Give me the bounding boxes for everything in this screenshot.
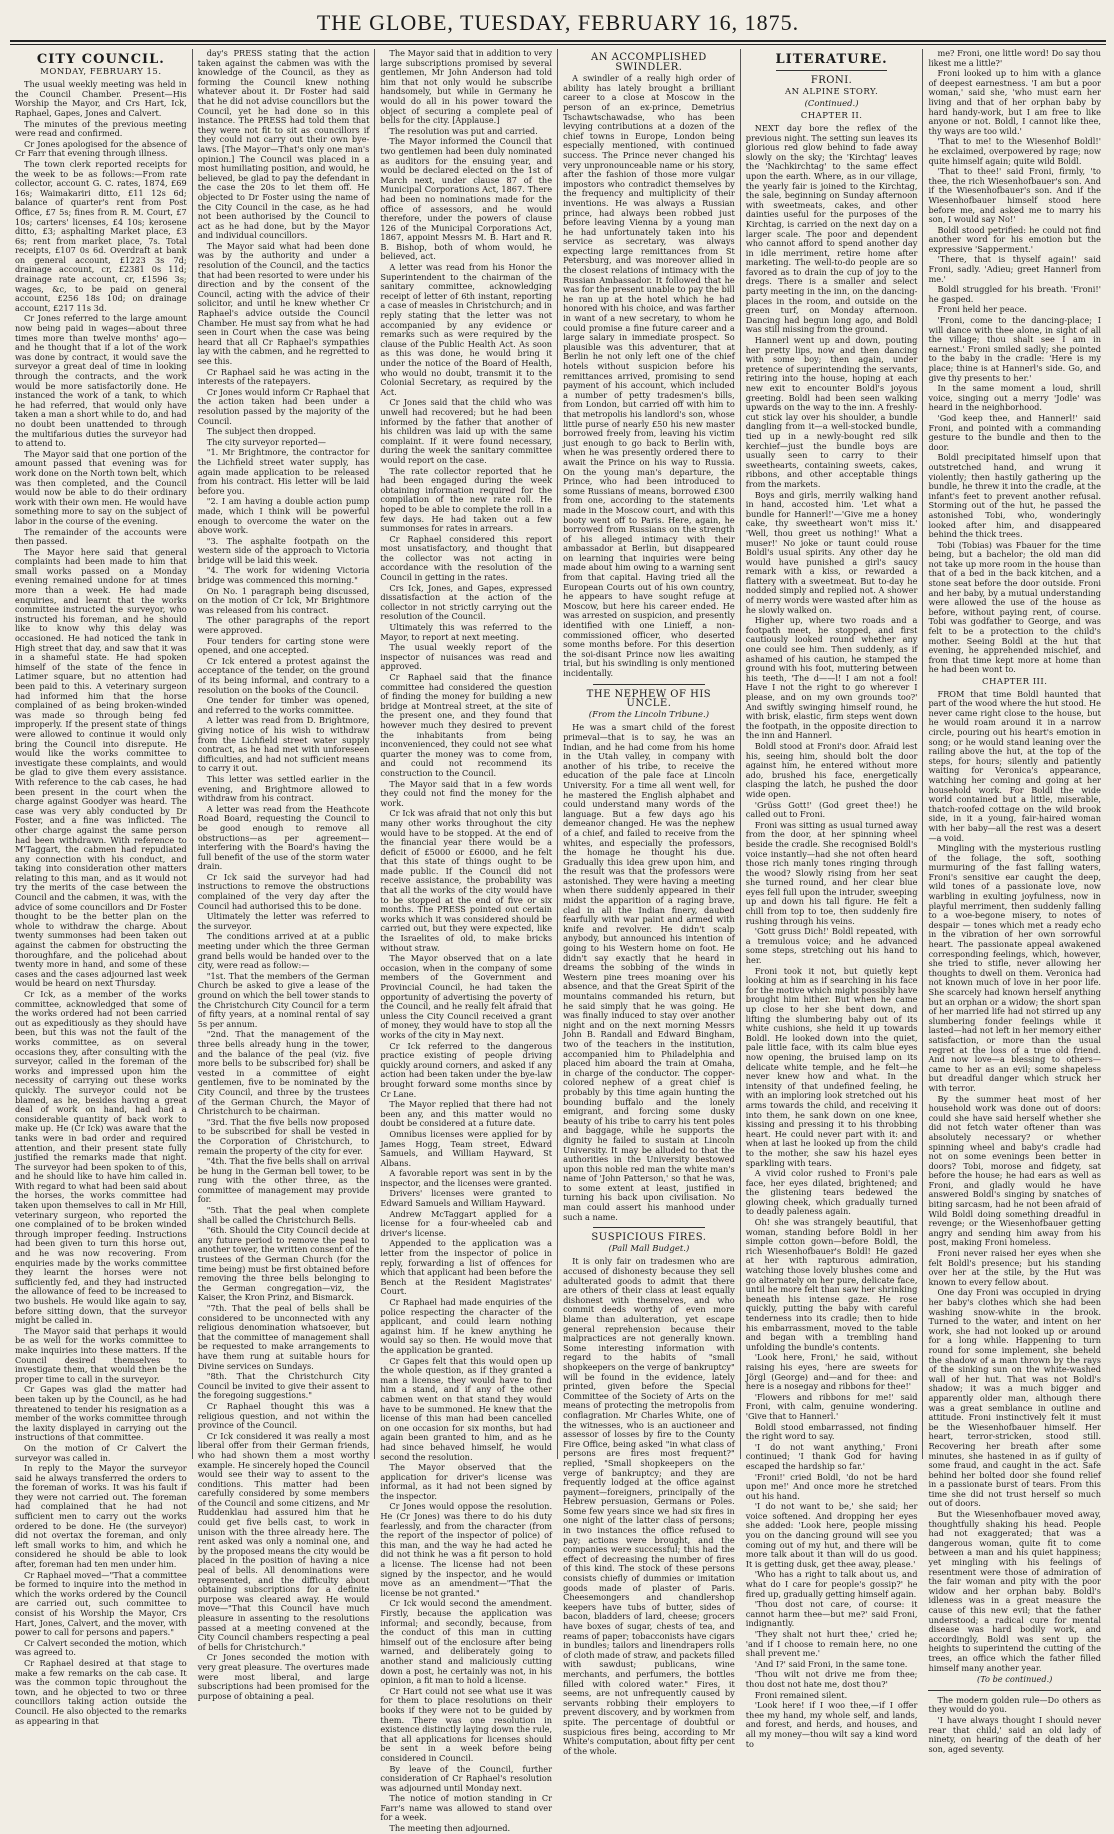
paragraph: 'And I?' said Froni, in the same tone.: [754, 1658, 908, 1669]
paragraph: One day Froni was occupied in drying her baby's clothes which she had been washing snow-white in the brook. Turned to the water, and intent on her work, she had not looked up or around for a long while. Happening to turn round for some implement, she beheld the shadow of a man thrown by the rays of the sinking sun on the white-washed wall of her hut. That was not Boldl's shadow; it was a much bigger and apparently older man, although there was a great semblance in outline and attitude. Froni instinctively felt it must be the Wiesenhofbauer himself. Her heart, terror-stricken, stood still. Recovering her breath after some minutes, she hastened in as if guilty of some fraud, and caught in the act. Safe behind her bolted door she found relief in a passionate burst of tears. From this time she did not trust herself so much out of doors.: [928, 1287, 1101, 1509]
paragraph: Crs Ick, Jones, and Gapes, expressed dissatisfaction at the action of the collector in not strictly carrying out the resolution of the Council.: [380, 582, 553, 622]
paragraph: The notice of motion standing in Cr Farr's name was allowed to stand over for a week.: [380, 1793, 553, 1823]
paragraph: 'I do not want to be,' she said; her voice softened. And dropping her eyes she added: 'Look here, people missing you on the dancing ground will see you coming out of my hut, and there will be more talk about it than will do us good. It is getting dusk, get thee away, please.': [745, 1501, 918, 1569]
column-3: [375, 48, 558, 1834]
paragraph: The subject then dropped.: [206, 426, 316, 437]
paragraph: Cr Raphael had made enquiries of the police respecting the character of the applicant, and could learn nothing against him. If he knew anything he would say so then. He would move that the application be granted.: [380, 1297, 553, 1355]
paragraph: The Mayor here said that general complaints had been made to him that small works passed on a Monday evening remained undone for at times more than a week. He had made enquiries, and learnt that the works committee instructed the surveyor, who instructed his foreman, and he should like to know why this delay was occasioned. He had noticed the tank in High street that day, and saw that it was in a shameful state. He had spoken himself of the state of the fence in Latimer square, but no attention had been paid to this. A veterinary surgeon had informed him that the horse complained of as being broken-winded was made so through being fed improperly. If the present state of things were allowed to continue it would only bring the Council into disrepute. He would like the works committee to investigate these complaints, and would be glad to give them every assistance. With reference to the cab cases, he had been present in the court when the charge against Goodyer was heard. The case was very ably conducted by Dr Foster, and a fine was inflicted. The other charge against the same person had been withdrawn. With reference to M'Taggart, the cabmen had repudiated any connection with his conduct, and taking into consideration other matters relating to this man, and as it would not try the merits of the case between the Council and the cabmen, it was, with the advice of some councillors and Dr Foster thought to be the better plan on the whole to withdraw the charge. About twenty summonses had been taken out against the cabmen for obstructing the thoroughfare, and the policehad about twenty more in hand, and some of these cases and the cases adjourned last week would be heard on next Thursday.: [15, 546, 187, 989]
paragraph: 'Froni!' cried Boldl, 'do not be hard upon me!' And once more he stretched out his hand.: [745, 1471, 918, 1501]
paragraph: Froni took it not, but quietly kept looking at him as if searching in his face for the motive which might possibly have brought him hither. But when he came up close to her she bent down, and lifting the slumbering baby out of its white cushions, she held it up towards Boldl. He looked down into the quiet, pale little face, with its calm blue eyes now opening, the bruised lamp on its delicate white temple, and he felt—he never knew how and what. In the intensity of that undefined feeling, he with an imploring look stretched out his arms towards the child, and receiving it into them, he sank down on one knee, kissing and pressing it to his throbbing heart. He could never part with it: and when at last he looked up from the child to the mother, she saw his hazel eyes sparkling with tears.: [745, 965, 918, 1168]
column-5: [741, 49, 924, 1749]
paragraph: Boldl stood petrified: he could not find another word for his emotion but the expressive 'Sapperment.': [928, 224, 1101, 254]
nephew-heading: THE NEPHEW OF HIS UNCLE.: [586, 688, 712, 710]
paragraph: Cr Raphael considered this report most unsatisfactory, and thought that the collector was not acting in accordance with the resolution of the Council in getting in the rates.: [380, 533, 553, 583]
paragraph: "8th. That the Christchurch City Council be invited to give their assent to the foregoing suggestions.": [197, 1371, 370, 1401]
paragraph: The town clerk reported receipts for the week to be as follows:—From rate collector, account G. C. rates, 1874, £69 16s; Waimakariri ditto, £11 12s 6d; balance of quarter's rent from Post Office, £7 5s; fines from R. M. Court, £7 10s; carters' licenses, £4 10s; kerosene ditto, £3; asphalting Market place, £3 6s; rent from market place, 7s. Total receipts, £107 0s 6d. Overdraft at bank on general account, £1223 3s 7d; drainage account, cr, £2381 0s 11d; drainage rate account, cr, £1596 3s; wages, &c, to be paid on general account, £256 18s 10d; on drainage account, £217 11s 3d.: [15, 158, 187, 313]
paragraph: Cr Jones would inform Cr Raphael that the action taken had been under a resolution passed by the majority of the Council.: [197, 386, 370, 426]
story-body: [746, 124, 918, 1749]
paragraph: A swindler of a really high order of ability has lately brought a brilliant career to a close at Moscow in the person of an ex-prince, Demetrius Tschawtschawadse, who has been levying contributions at a dozen of the chief towns in Europe, London being especially mentioned, with continued success. The Prince never changed his very unpronounceable name or his story, after the fashion of those more vulgar impostors who contradict themselves by the frequency and multiplicity of their inventions. He was always a Russian prince, had always been robbed just before leaving Vienna by a young man he had unfortunately taken into his service as secretary, was always expecting large remittances from St Petersburg, and was moreover allied in the closest relations of intimacy with the Russian Ambassador. It followed that he was for the present unable to pay the bill he ran up at the hotel which he had honored with his choice, and was farther in want of a new secretary, to whom he could promise a fine future career and a large salary in immediate prospect. So plausible was this adventurer, that at Berlin he not only left one of the chief hotels without suspicion before his remittances arrived, promising to send payment of his account, which included a number of petty tradesmen's bills, from London, but carried off with him to that metropolis his landlord's son, whose little purse of nearly £50 his new master borrowed freely from, leaving his victim just enough to go back to Berlin with, when he was presently ordered there to await the Prince on his way to Russia. On the young man's departure, the Prince, who had been introduced to some Russians of means, borrowed £300 from one, according to the statements made in the Moscow court, and with this booty went off to Paris. Here, again, he borrowed from Russians on the strength of his alleged intimacy with their ambassador at Berlin, but disappeared on learning that inquiries were being made about him owing to a warning sent from that capital. Having tried all the European Courts out of his own country, he appears to have sought refuge at Moscow, but here his career ended. He was arrested on suspicion, and presently identified with one Linieff, a non-commissioned officer, who deserted some months before. For this desertion the soi-disant Prince now lies awaiting trial, but his swindling is only mentioned incidentally.: [563, 73, 735, 678]
paragraph: Cr Ick would second the amendment. Firstly, because the application was informal; and secondly, because, from the conduct of this man in cutting himself out of the enclosure after being warned, and deliberately going to another stand and maliciously cutting down a post, he certainly was not, in his opinion, a fit man to hold a license.: [380, 1598, 553, 1686]
divider: [928, 1690, 1101, 1691]
paragraph: "1. Mr Brightmore, the contractor for the Lichfield street water supply, has again made application to be released from his contract. His letter will be laid before you.: [197, 447, 370, 496]
story-body-cont: [928, 49, 1101, 675]
paragraph: Boldl struggled for his breath. 'Froni!' he gasped.: [928, 284, 1101, 304]
paragraph: Boldl precipitated himself upon that outstretched hand, and wrung it violently; then hastily gathering up the bundle, he threw it into the cradle, at the infant's feet to prevent another refusal. Storming out of the hut, he passed the astonished Tobi, who, wonderingly looked after him, and disappeared behind the thick trees.: [928, 452, 1101, 540]
city-council-body: [15, 80, 187, 1726]
paragraph: The resolution was put and carried.: [389, 125, 538, 136]
paragraph: Hannerl went up and down, pouting her pretty lips, now and then dancing with some boy; then again, under pretence of superintending the servants, retiring into the house, hoping at each new exit to encounter Boldl's joyous greeting. Boldl had been seen walking upwards on the way to the inn. A freshly-cut stick lay over his shoulder, a bundle dangling from it—a well-stocked bundle, tied up in a newly-bought red silk kerchief—just the bundle boys are usually seen to carry to their sweethearts, containing sweets, cakes, ribbons, and other acceptable things from the markets.: [745, 335, 918, 489]
paragraph: The conditions arrived at at a public meeting under which the three German grand bells would be handed over to the city, were read as follow:—: [197, 931, 370, 971]
city-council-dateline: MONDAY, FEBRUARY 15.: [40, 66, 162, 77]
paragraph: Four tenders for carting stone were opened, and one accepted.: [197, 635, 370, 656]
paragraph: The Mayor observed that the application for driver's license was informal, as it had not been signed by the inspector.: [380, 1462, 553, 1501]
paragraph: Boldl stood embarrassed, not finding the right word to say.: [745, 1421, 918, 1442]
story-continued: (Continued.): [804, 98, 859, 109]
paragraph: The remainder of the accounts were then passed.: [15, 526, 187, 547]
paragraph: Ultimately the letter was referred to the surveyor.: [197, 911, 370, 931]
paragraph: "2nd. That the management of the three bells already hung in the tower, and the balance of the peal (viz. five more bells to be subscribed for) shall be vested in a committee of eight gentlemen, five to be nominated by the City Council, and three by the trustees of the German Church, the Mayor of Christchurch to be chairman.: [197, 1029, 370, 1117]
masthead-rule: [10, 42, 1106, 45]
paragraph: The Mayor observed that on a late occasion, when in the company of some members of the Government and Provincial Council, he had taken the opportunity of advertising the poverty of the Council, and he really felt afraid that unless the City Council received a grant of money, they would have to stop all the works of the city in May next.: [380, 953, 553, 1040]
nephew-source: (From the Lincoln Tribune.): [588, 709, 710, 720]
paragraph: Cr Ick was afraid that not only this but many other works throughout the city would have to be stopped. At the end of the financial year there would be a deficit of £5000 or £6000, and he felt that this state of things ought to be made public. If the Council did not receive assistance, the probability was that all the works of the city would have to be stopped at the end of five or six months. The PRESS pointed out certain works which it was considered should be carried out, but they were expected, like the Israelites of old, to make bricks without straw.: [380, 808, 553, 953]
paragraph: Cr Raphael moved—"That a committee be formed to inquire into the method in which the works ordered by the Council are carried out, such committee to consist of his Worship the Mayor, Crs Hart, Jones, Calvert, and the mover, with power to call for persons and papers.": [15, 1569, 187, 1638]
paragraph: Froni held her peace.: [937, 304, 1027, 315]
paragraph: One tender for timber was opened, and referred to the works committee.: [197, 695, 370, 715]
paragraph: "5th. That the peal when complete shall be called the Christchurch Bells.: [197, 1205, 370, 1225]
paragraph: In the same moment a loud, shrill voice, singing out a merry 'Jodle' was heard in the neighborhood.: [928, 383, 1101, 413]
paragraph: The Mayor said what had been done was by the authority and under a resolution of the Council, and the tactics that had been resorted to were under his direction and by the consent of the Council, acting with the advice of their solicitor, and until he knew whether Cr Raphael's advice outside the Council Chamber. He must say from what he had seen in Court when the case was being heard that all Cr Raphael's sympathies lay with the cabmen, and he regretted to see this.: [197, 240, 370, 366]
story-title: FRONI.: [810, 74, 853, 86]
paragraph: The usual weekly meeting was held in the Council Chamber. Present—His Worship the Mayor, and Crs Hart, Ick, Raphael, Gapes, Jones and Calvert.: [15, 79, 187, 118]
paragraph: Cr Raphael said that the finance committee had considered the question of finding the money for building a new bridge at Montreal street, at the site of the present one, and they found that however much they desired to prevent the inhabitants from being inconvenienced, they could not see what quarter the money was to come from, and could not recommend its construction to the Council.: [380, 672, 553, 778]
paragraph: FROM that time Boldl haunted that part of the wood where the hut stood. He never came right close to the house, but he would roam around it in a narrow circle, pouring out his heart's emotion in song; or he would stand leaning over the railing above the hut, at the top of the steps, for hours; silently and patiently waiting for Veronica's appearance, watching her coming and going at her household work. For Boldl the wide world contained but a little, miserable, thatch-roofed cottage on the wild brook side, in it a young, fair-haired woman with her baby—all the rest was a desert—a void.: [928, 688, 1101, 843]
paragraph: But the Wiesenhofbauer moved away, thoughtfully shaking his head. People had not exaggerated; that was a dangerous woman, quite fit to come between a man and his quiet happiness; yet mingling with his feelings of resentment were those of admiration of the fair woman and pity with the poor widow and her orphan baby. Boldl's idleness was in a great measure the cause of this new evil; that the father understood; a radical cure for mental disease was hard bodily work, and accordingly, Boldl was sent up the heights to superintend the cutting of the trees, an office which the father filled himself many another year.: [928, 1509, 1101, 1673]
chapter-3-heading: CHAPTER III.: [981, 677, 1048, 687]
paragraph: 'Thou wilt not drive me from thee; thou dost not hate me, dost thou?': [745, 1669, 918, 1689]
paragraph: By the summer heat most of her household work was done out of doors: could she have said herself whether she did not fetch water oftener than was absolutely necessary? or whether spinning wheel and baby's cradle had not on some evenings been better in doors? Tobi, morose and fidgety, sat before the house; he had ears as well as Froni, and gladly would he have answered Boldl's singing by snatches of biting sarcasm, had he not been afraid of Wild Boldl doing something dreadful in revenge; or the Wiesenhofbauer getting angry and sending him away from his post, making Froni homeless.: [928, 1093, 1101, 1248]
paragraph: 'I have always thought I should never rear that child,' said an old lady of ninety, on hearing of the death of her son, aged seventy.: [928, 1714, 1101, 1754]
paragraph: 'Look here! if I woo thee,—if I offer thee my hand, my whole self, and lands, and forest, and herds, and houses, and all my money—thou wilt say a kind word to: [745, 1700, 918, 1749]
paragraph: The other paragraphs of the report were approved.: [197, 615, 370, 636]
paragraph: "6th. Should the City Council decide at any future period to remove the peal to another tower, the written consent of the trustees of the German Church (for the time being) must be first obtained before removing the three bells belonging to the German congregation—viz, the Kaiser, the Kron Prinz, and Bismarck.: [197, 1225, 370, 1303]
paragraph: "3rd. That the five bells now proposed to be subscribed for shall be vested in the Corporation of Christchurch, to remain the property of the city for ever.: [197, 1116, 370, 1156]
paragraph: Cr Ick referred to the dangerous practice existing of people driving quickly around corners, and asked if any action had been taken under the bye-law brought forward some months since by Cr Lane.: [380, 1040, 553, 1099]
paragraph: Omnibus licenses were applied for by James Hogg, Team street, Edward Samuels, and William Hayward, St Albans.: [380, 1128, 553, 1168]
columns: [10, 48, 1106, 1834]
paragraph: Cr Jones said that the child who was unwell had recovered; but he had been informed by the father that another of his children was laid up with the same complaint. If it were found necessary, during the week the sanitary committee would report on the case.: [380, 397, 553, 465]
masthead-title: THE GLOBE, TUESDAY, FEBRUARY 16, 1875.: [316, 10, 800, 35]
paragraph: NEXT day bore the reflex of the previous night. The setting sun leaves its glorious red glow behind to fade away slowly on the sky; the 'Kirchtag' leaves the 'Nachkirchtag' to the same effect upon the earth. Where, as in our village, the yearly fair is joined to the Kirchtag, the sale, beginning on Sunday afternoon with sweetmeats, cakes, and other dainties useful for the purposes of the Kirchtag, is carried on the next day on a larger scale. The poor and dependent who cannot afford to spend another day in idle merriment, retire home after marketing. The well-to-do people are so favored as to drain the cup of joy to the dregs. There is a smaller and select party meeting in the inn, on the dancing-places in the room, and outside on the green turf, on Monday afternoon. Dancing had begun long ago, and Boldl was still missing from the ground.: [745, 122, 918, 335]
paragraph: In reply to the Mayor the surveyor said he always transferred the orders to the foreman of works. It was his fault if they were not carried out. The foreman had complained that he had not sufficient men to carry out the works ordered to be done. He (the surveyor) did not overtax the foreman, and only left small works to him, and which he considered he should be able to look after, foreman had ten men under him.: [15, 1463, 187, 1570]
paragraph: Andrew McTaggart applied for a license for a four-wheeled cab and driver's license.: [380, 1208, 553, 1238]
paragraph: On No. 1 paragraph being discussed, on the motion of Cr Ick, Mr Brightmore was released from his contract.: [197, 585, 370, 615]
city-council-body-cont-2: [380, 49, 552, 1834]
divider: [593, 684, 705, 685]
paragraph: Cr Raphael said he was acting in the interests of the ratepayers.: [197, 366, 370, 387]
paragraph: Cr Ick considered it was really a most liberal offer from their German friends, who had shown them a most worthy example. He sincerely hoped the Council would see their way to assent to the conditions. This matter had been carefully considered by some members of the Council and some citizens, and Mr Ruddenklau had assured him that he could get five bells cast, to work in unison with the three already here. The rent asked was only a nominal one, and by the proposed means the city would be placed in the position of having a nice peal of bells. All denominations were represented, and the difficulty about obtaining subscriptions for a definite purpose was cleared away. He would move—"That this Council have much pleasure in assenting to the resolutions passed at a meeting convened at the City Council chambers respecting a peal of bells for Christchurch.": [197, 1430, 370, 1652]
paragraph: The Mayor said that one portion of the amount passed that evening was for work done on the North town belt, which was then completed, and the Council would now be able to do their ordinary work with their own men. He would have something more to say on the subject of labor in the course of the evening.: [15, 448, 187, 526]
paragraph: 'Gott gruss Dich!' Boldl repeated, with a tremulous voice; and he advanced some steps, stretching out his hand to her.: [745, 926, 918, 966]
city-council-body-cont: [198, 49, 370, 1701]
paragraph: A letter was read from the Heathcote Road Board, requesting the Council to be good enough to remove all obstructions—as per agreement—interfering with the Board's having the full benefit of the use of the storm water drain.: [197, 803, 370, 872]
paragraph: The meeting then adjourned.: [389, 1823, 511, 1834]
paragraph: 'They shalt not hurt thee,' cried he; 'and if I choose to remain here, no one shall prevent me.': [745, 1629, 918, 1659]
paragraph: Ultimately this was referred to the Mayor, to report at next meeting.: [380, 622, 553, 642]
paragraph: A vivid color rushed to Froni's pale face, her eyes dilated, brightened; and the glistening tears bedewed the glowing cheek, which gradually turned to deadly paleness again.: [745, 1168, 918, 1217]
paragraph: The Mayor replied that there had not been any, and this matter would no doubt be considered at a future date.: [380, 1099, 553, 1129]
paragraph: On the motion of Cr Calvert the surveyor was called in.: [15, 1442, 187, 1463]
paragraph: Cr Jones apologised for the absence of Cr Farr that evening through illness.: [15, 138, 187, 159]
paragraph: 'Grüss Gott!' (God greet thee!) he called out to Froni.: [745, 799, 918, 820]
paragraph: Cr Ick said the surveyor had had instructions to remove the obstructions complained of the very day after the Council had authorised this to be done.: [197, 871, 370, 911]
paragraph: 'I do not want anything,' Froni continued; 'I thank God for having escaped the hardship so far.': [745, 1441, 918, 1471]
paragraph: The Mayor informed the Council that two gentlemen had been duly nominated as auditors for the ensuing year, and would be declared elected on the 1st of March next, under clause 87 of the Municipal Corporations Act, 1867. There had been no nominations made for the office of assessors, and he would therefore, under the powers of clause 126 of the Municipal Corporations Act, 1867, appoint Messrs M. B. Hart and R. B. Bishop, both of whom would, he believed, act.: [380, 136, 553, 262]
paragraph: Cr Calvert seconded the motion, which was agreed to.: [15, 1637, 187, 1658]
column-2: [193, 48, 376, 1701]
paragraph: The Mayor said that in addition to very large subscriptions promised by several gentlemen, Mr John Anderson had told him that not only would he subscribe handsomely, but while in Germany he would do all in his power toward the object of securing a complete peal of bells for the city. [Applause.]: [380, 48, 553, 126]
paragraph: 'That to me! to the Wiesenhof Boldl!' he exclaimed, overpowered by rage; now quite himself again; quite wild Boldl.: [928, 136, 1101, 166]
paragraph: 'Look here, Froni,' he said, without raising his eyes, 'here are sweets for Jörgl (George) and—and for thee: and here is a nosegay and ribbons for thee!': [745, 1352, 918, 1392]
swindler-body: [563, 74, 735, 678]
paragraph: 'Froni, come to the dancing-place; I will dance with thee alone, in sight of all the village; thou shalt see I am in earnest.' Froni smiled sadly; she pointed to the baby in the cradle: 'Here is my place; thine is at Hannerl's side. Go, and give thy presents to her.': [928, 315, 1101, 383]
paragraph: "3. The asphalte footpath on the western side of the approach to Victoria bridge will be laid this week.: [197, 535, 370, 565]
paragraph: The Mayor said that in a few words they could not find the money for the work.: [380, 778, 553, 808]
city-council-heading: CITY COUNCIL.: [36, 52, 165, 67]
literature-heading: LITERATURE.: [775, 52, 888, 67]
paragraph: day's PRESS stating that the action taken against the cabmen was with the knowledge of the Council, as they as forming the Council knew nothing whatever about it. Dr Foster had said that he did not advise councillors but the Council, yet he had done so in this instance. The PRESS had told them that they were not fit to sit as councillors if they could not carry out their own bye-laws. [The Mayor—That's only one man's opinion.] The Council was placed in a most humiliating position, and would, he believed, be glad to pay the defendant in the case the 20s to let them off. He objected to Dr Foster using the name of the City Council in the case, as he had not been authorised by the Council to act as he had done, but by the Mayor and individual councillors.: [197, 48, 370, 241]
paragraph: Cr Raphael thought this was a religious question, and not within the province of the Council.: [197, 1400, 370, 1431]
paragraph: Appended to the application was a letter from the inspector of police in reply, forwarding a list of offences for which that applicant had been before the Bench at the Resident Magistrates' Court.: [380, 1238, 553, 1297]
nephew-body: [563, 723, 735, 1222]
paragraph: The city surveyor reported—: [206, 436, 326, 447]
swindler-heading: AN ACCOMPLISHED SWINDLER.: [590, 52, 707, 73]
paragraph: By leave of the Council, further consideration of Cr Raphael's resolution was adjourned until Monday next.: [380, 1763, 553, 1793]
paragraph: Boldl stood at Froni's door. Afraid lest his, seeing him, should bolt the door against him, he entered without more ado, brushed his face, energetically clasping the latch, he pushed the door wide open.: [745, 740, 918, 799]
paragraph: 'Thou dost not care, of course: it cannot harm thee—but me?' said Froni, indignantly.: [745, 1599, 918, 1629]
paragraph: Froni never raised her eyes when she felt Boldl's presence; but his standing over her at the stile, by the Hut was known to every fellow about.: [928, 1248, 1101, 1287]
paragraph: The modern golden rule—Do others as they would do you.: [928, 1694, 1101, 1715]
paragraph: 'God keep thee, and Hannerl!' said Froni, and pointed with a commanding gesture to the bundle and then to the door.: [928, 412, 1101, 452]
paragraph: A letter was read from his Honor the Superintendent to the chairman of the sanitary committee, acknowledging receipt of letter of 6th instant, reporting a case of measles in Christchurch; and in reply stating that the letter was not accompanied by any evidence or remarks such as were required by the clause of the Public Health Act. As soon as this was done, he would bring it under the notice of the Board of Health, who would no doubt, transmit it to the Colonial Secretary, as required by the Act.: [380, 262, 553, 397]
column-1: [10, 49, 193, 1726]
paragraph: 'Flowers and ribbons for me!' said Froni, with calm, genuine wondering. 'Give that to Hannerl.': [745, 1391, 918, 1421]
paragraph: 'Who has a right to talk about us, and what do I care for people's gossip?' he fired up, gradually getting himself again.: [745, 1569, 918, 1599]
story-body-cont-2: [928, 690, 1101, 1674]
paragraph: This letter was settled earlier in the evening, and Brightmore allowed to withdraw from his contract.: [197, 773, 370, 804]
paragraph: 'That to thee!' said Froni, firmly, 'to thee, the rich Wiesenhofbauer's son. And if the Wiesenhofbauer's son. And if the Wiesenhofbauer himself stood here before me, and asked me to marry his son, I would say No!': [928, 166, 1101, 225]
column-4: [558, 49, 741, 1756]
paragraph: Mingling with the mysterious rustling of the foliage, the soft, soothing murmuring of the fast falling waters, Froni's sensitive ear caught the deep, wild tones of a passionate love, now warbling in exulting joyfulness, now in playful merriment, then suddenly falling to a woe-begone misery, to notes of despair — tones which met a ready echo in the vibration of her own sorrowful heart. The passionate appeal awakened corresponding feelings, which, however, she tried to stifle, never allowing her thoughts to dwell on them. Veronica had not known much of love in her poor life. She scarcely had known herself anything but an orphan or a widow; the short span of her married life had not stirred up any slumbering fonder feelings while it lasted—had not left in her memory either satisfaction, or more than the usual regret at the loss of a true old friend. And now love—a blessing to others—came to her as an evil; some shapeless but dreadful danger which struck her with terror.: [928, 843, 1101, 1093]
paragraph: Cr Ick, as a member of the works committee, acknowledged that some of the works ordered had not been carried out as expeditiously as they should have been, but this was not the fault of the works committee, as on several occasions they, after consulting with the surveyor, called in the foreman of the works and impressed upon him the necessity of carrying out these works quickly. The surveyor could not be blamed, as he, besides having a great deal of work on hand, had had a considerable quantity of back work to make up. He (Cr Ick) was aware that the tanks were in bad order and required attention, and their present state fully justified the remarks made that night. The surveyor had been spoken to of this, and he should like to have him called in. With regard to what had been said about the horses, the works committee had taken upon themselves to call in Mr Hill, veterinary surgeon, who reported the one complained of to be broken winded through improper feeding. Instructions had been given to turn this horse out, and he was now recovering. From enquiries made by the works committee they learnt the horses were not sufficiently fed, and they had instructed the allowance of feed to be increased to two bushels. He would like again to say, before sitting down, that the surveyor might be called in.: [15, 989, 187, 1326]
divider: [593, 1227, 705, 1228]
paragraph: "1st. That the members of the German Church be asked to give a lease of the ground on which the bell tower stands to the Christchurch City Council for a term of fifty years, at a nominal rental of say 5s per annum.: [197, 970, 370, 1029]
fires-body: [563, 1257, 735, 1756]
chapter-2-heading: CHAPTER II.: [800, 111, 863, 122]
paragraph: The rate collector reported that he had been engaged during the week obtaining information required for the compilation of the new rate roll. He hoped to be able to complete the roll in a few days. He had taken out a few summonses for rates in arrears.: [380, 465, 553, 534]
paragraph: Froni was sitting as usual turned away from the door, at her spinning wheel beside the cradle. She recognised Boldl's voice instantly—had she not often heard those rich manly tones ringing through the wood? Slowly rising from her seat she turned round, and her clear blue eyes fell full upon the intruder, sweeping up and down his tall figure. He felt a chill from top to toe, then suddenly fire rushing through his veins.: [745, 819, 918, 926]
paragraph: Cr Gapes was glad the matter had been taken up by the Council, as he had threatened to tender his resignation as a member of the works committee through the laxity displayed in carrying out the instructions of that committee.: [15, 1384, 187, 1443]
paragraph: me? Froni, one little word! Do say thou likest me a little?': [928, 48, 1101, 68]
paragraph: Cr Jones would oppose the resolution. He (Cr Jones) was there to do his duty fearlessly, and from the character (from the report of the inspector of police) of this man, and the way he had acted he did not think he was a fit person to hold a license. The license had not been signed by the inspector, and he would move as an amendment—"That the license be not granted.": [380, 1501, 553, 1598]
paragraph: The minutes of the previous meeting were read and confirmed.: [15, 118, 187, 139]
paragraph: A favorable report was sent in by the inspector, and the licenses were granted.: [380, 1168, 553, 1188]
paragraph: Cr Ick entered a protest against the acceptance of the tender, on the ground of its being informal, and contrary to a resolution on the books of the Council.: [197, 655, 370, 695]
paragraph: Tobi (Tobias) was Fbauer for the time being, but a bachelor; the old man did not take up more room in the house than that of a bed in the back kitchen, and a stone seat before the door outside. Froni and her baby, by a mutual understanding were allowed the use of the house as before, without paying rent, of course. Tobi was godfather to George, and was felt to be a protection to the child's mother. Seeing Boldl at the hut that evening, he apprehended mischief, and from that time kept more at home than he had been wont to.: [928, 539, 1101, 675]
fires-source: (Pall Mall Budget.): [608, 1243, 690, 1254]
paragraph: "4. The work for widening Victoria bridge was commenced this morning.": [197, 565, 370, 586]
paragraph: Boys and girls, merrily walking hand in hand, accosted him. 'Let what a bundle for Hannerl!'—'Give me a honey cake, thy sweetheart won't miss it.' 'Well, thou greet us nothing!' What a muser!' No joke or taunt could rouse Boldl's usual spirits. Any other day he would have punished a girl's saucy remark with a kiss, or rewarded a flattery with a sweetmeat. But to-day he nodded simply and replied not. A shower of merry words were wasted after him as he slowly walked on.: [745, 489, 918, 615]
paragraph: A letter was read from D. Brightmore, giving notice of his wish to withdraw from the Lichfield street water supply contract, as he had met with unforeseen difficulties, and had not sufficient means to carry it out.: [197, 715, 370, 774]
divider: [776, 70, 888, 71]
paragraph: Froni remained silent.: [754, 1689, 848, 1700]
masthead: [10, 6, 1106, 42]
paragraph: The Mayor said that perhaps it would be as well for the works committee to make inquiries into these matters. If the Council desired themselves to investigate them, that would then be the proper time to call in the surveyor.: [15, 1325, 187, 1384]
paragraph: Cr Gapes felt that this would open up the whole question, as if they granted a man a license, they would have to find him a stand, and if any of the other cabmen went on that stand they would have to be summoned. He knew that the license of this man had been cancelled on one occasion for six months, but had again been granted to him, and as he had since behaved himself, he would second the resolution.: [380, 1355, 553, 1462]
miscellany: [928, 1696, 1101, 1755]
paragraph: Cr Jones referred to the large amount now being paid in wages—about three times more than twelve months' ago—and he thought that if a lot of the work was done by contract, it would save the surveyor a great deal of time in looking through the contracts, and the work would be more satisfactorily done. He instanced the work of a tank, to which he had referred, that would only have taken a man a short while to do, and had no doubt been unattended to through the multifarious duties the surveyor had to attend to.: [15, 313, 187, 449]
paragraph: It is only fair on tradesmen who are accused of dishonesty because they sell adulterated goods to admit that there are others of their class at least equally dishonest with themselves, and who commit deeds worthy of even more blame than adulteration, yet escape general reprehension because their malpractices are not generally known. Some interesting information with regard to the habits of "small shopkeepers on the verge of bankruptcy" will be found in the evidence, lately printed, given before the Special Committee of the Society of Arts on the means of protecting the metropolis from conflagration. Mr Charles White, one of the witnesses, who is an auctioneer and assessor of losses by fire to the County Fire Office, being asked "in what class of persons are fires most frequent?" replied, "Small shopkeepers on the verge of bankruptcy; and they are frequently lodged at the office against payment—foreigners, principally of the Hebrew persuasion, Germans or Poles. Some few years since we had six fires in one night of the latter class of persons; in two instances the office refused to pay; actions were brought, and the companies were successful; this had the effect of decreasing the number of fires of this kind. The stock of these persons consists chiefly of dummies or imitation goods made of plaster of Paris. Cheesemongers and chandlershop keepers have tubs of butter, sides of bacon, bladders of lard, cheese; grocers have boxes of sugar, chests of tea, and reams of paper; tobacconists have cigars in bundles; tailors and linendrapers rolls of cloth made of straw, and packets filled with sawdust; publicans, wine merchants, and perfumers, the bottles filled with colored water." Fires, it seems, are not unfrequently caused by servants robbing their employers to prevent discovery, and by workmen from spite. The percentage of doubtful or suspicious fires being, according to Mr White's computation, about fifty per cent of the whole.: [563, 1256, 735, 1756]
paragraph: Drivers' licenses were granted to Edward Samuels and William Hayward.: [380, 1188, 553, 1209]
paragraph: "4th. That the five bells shall on arrival be hung in the German bell tower, to be rung with the other three, as the committee of management may provide for.: [197, 1156, 370, 1205]
column-6: [923, 48, 1106, 1754]
paragraph: Cr Jones seconded the motion with very great pleasure. The overtures made were most liberal, and large subscriptions had been promised for the purpose of obtaining a peal.: [197, 1652, 370, 1701]
paragraph: Cr Raphael desired at that stage to make a few remarks on the cab case. It was the common topic throughout the town, and he objected to two or three councillors taking action outside the Council. He also objected to the remarks as appearing in that: [15, 1657, 187, 1726]
paragraph: "2. I am having a double action pump made, which I think will be powerful enough to overcome the water on the above work.: [197, 496, 370, 536]
paragraph: The usual weekly report of the inspector of nuisances was read and approved.: [380, 642, 553, 672]
paragraph: Oh! she was strangely beautiful, that woman, standing before Boldl in her simple cotton gown—before Boldl, the rich Wiesenhofbauer's Boldl! He gazed at her with rapturous admiration, watching those lovely blushes come and go alternately on her pure, delicate face, until he more felt than saw her shrinking beneath his intense gaze. He rose quickly, putting the baby with careful tenderness into its cradle; then to hide his embarrassment, moved to the table and began with a trembling hand unfolding the bundle's contents.: [745, 1217, 918, 1352]
paragraph: Froni looked up to him with a glance of deepest earnestness. 'I am but a poor woman,' said she, 'who must earn her living and that of her orphan baby by hard handy-work, but I am free to like anyone or not. Boldl, I cannot like thee, thy ways are too wild.': [928, 68, 1101, 136]
paragraph: "7th. That the peal of bells shall be considered to be unconnected with any religious denomination whatsoever, but that the committee of management shall be requested to make arrangements to have them rung at suitable hours for Divine services on Sundays.: [197, 1303, 370, 1371]
to-be-continued: (To be continued.): [977, 1674, 1053, 1685]
paragraph: 'There, that is thyself again!' said Froni, sadly. 'Adieu; greet Hannerl from me.': [928, 254, 1101, 284]
paragraph: Higher up, where two roads and a footpath meet, he stopped, and first cautiously looked round whether any one could see him. Then suddenly, as if ashamed of his caution, he stamped the ground with his foot, muttering between his teeth, 'The d——l! I am not a fool! Have I not the right to go wherever I please, and on my own grounds too?' And swiftly swinging himself round, he with brisk, elastic, firm steps went down the footpath, in the opposite direction to the inn and Hannerl.: [745, 615, 918, 741]
story-subtitle: AN ALPINE STORY.: [784, 87, 879, 98]
fires-heading: SUSPICIOUS FIRES.: [591, 1232, 707, 1244]
paragraph: Cr Hart could not see what use it was for them to place resolutions on their books if they were not to be guided by them. There was one resolution in existence distinctly laying down the rule, that all applications for licenses should be sent in a week before being considered in Council.: [380, 1685, 553, 1763]
paragraph: He was a smart child of the forest primeval—that is to say, he was an Indian, and he had come from his home in the Utah valley, in company with another of his tribe, to receive the education of the pale face at Lincoln University. For a time all went well, for he mastered the English alphabet and could understand many words of the language. But a few days ago his demeanor changed. He was the nephew of a chief, and failed to receive from the whites, and especially the professors, the homage he thought his due. Gradually this idea grew upon him, and the result was that the professors were astonished. They were having a meeting when there suddenly appeared in their midst the apparition of a raging brave, clad in all the Indian finery, daubed fearfully with war paint and armed with knife and revolver. He didn't scalp anybody, but announced his intention of going to his Western home on foot. He didn't say exactly that he heard in dreams the sobbing of the winds in Western pine trees moaning over his absence, and that the Great Spirit of the mountains commanded his return, but he said simply that he was going. He was finally induced to stay over another night and on the next morning Messrs John B. Randall and Edward Bingham, two of the teachers in the institution, accompanied him to Philadelphia and placed him aboard the train at Omaha, in charge of the conductor. The copper-colored nephew of a great chief is probably by this time again hunting the bounding buffalo and the lonely emigrant, and forcing some dusky beauty of his tribe to carry his tent poles and baggage, while he supports the dignity he failed to sustain at Lincoln University. It may be alluded to that the authorities in the University bestowed upon this noble red man the white man's name of 'John Patterson,' so that he was, to some extent at least, justified in turning his back upon civilisation. No man could assert his manhood under such a name.: [563, 722, 735, 1222]
